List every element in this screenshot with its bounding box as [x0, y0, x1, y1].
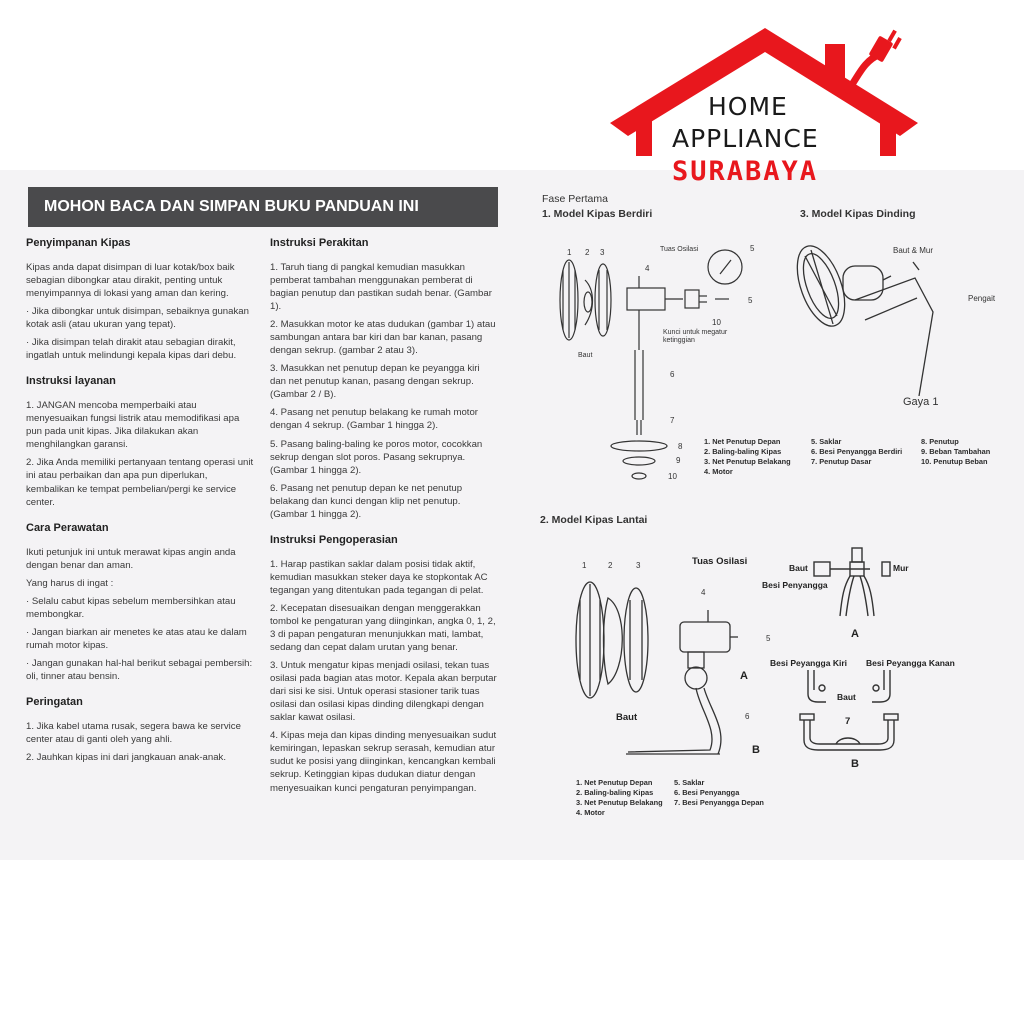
paragraph: 1. Jika kabel utama rusak, segera bawa ke service center atau di ganti oleh yang ahli. [26, 720, 241, 745]
wall-fan-diagram [795, 236, 1005, 396]
legend-item: 1. Net Penutup Depan [704, 437, 781, 446]
manual-title-banner: MOHON BACA DAN SIMPAN BUKU PANDUAN INI [28, 187, 498, 227]
besi-kiri-label: Besi Peyangga Kiri [770, 658, 848, 668]
heading-perawatan: Cara Perawatan [26, 521, 109, 534]
baut-label: Baut [789, 563, 808, 573]
paragraph: 1. Taruh tiang di pangkal kemudian masukkan pemberat tambahan menggunakan pemberat di bagian penutup dan pastikan sudah benar. (Gambar 1). [270, 261, 492, 313]
legend-item: 3. Net Penutup Belakang [704, 457, 791, 467]
label-5: 5 [750, 244, 755, 253]
label-3: 3 [600, 248, 605, 257]
paragraph: 4. Pasang net penutup belakang ke rumah motor dengan 4 sekrup. (Gambar 1 hingga 2). [270, 407, 479, 432]
legend-item: 7. Penutup Dasar [811, 457, 872, 467]
label-10b: 10 [668, 472, 677, 481]
logo-line-home: HOME [708, 92, 788, 121]
label-a: A [851, 628, 859, 640]
legend-item: 6. Besi Penyangga Berdiri [811, 447, 903, 457]
column-left [26, 236, 254, 769]
legend-berdiri-col3 [921, 437, 990, 467]
label-b: B [851, 758, 859, 770]
paragraph: 1. JANGAN mencoba memperbaiki atau menyesuaikan fungsi listrik atau memodifikasi apa pun pada unit kipas. Jika dilakukan akan menghilangkan garansi. [26, 400, 240, 451]
legend-item: 5. Saklar [674, 778, 705, 787]
label-8: 8 [678, 442, 683, 451]
legend-item: 7. Besi Penyangga Depan [674, 798, 764, 808]
legend-item: 3. Net Penutup Belakang [576, 798, 663, 808]
paragraph: · Jika disimpan telah dirakit atau sebagian dirakit, ingatlah untuk melindungi kepala kipas dari debu. [26, 337, 237, 362]
legend-item: 1. Net Penutup Depan [576, 778, 653, 787]
logo-line-city: SURABAYA [672, 156, 819, 187]
paragraph: · Jika dibongkar untuk disimpan, sebaiknya gunakan kotak asli (atau ukuran yang tepat). [26, 306, 249, 331]
label-1: 1 [582, 561, 587, 570]
legend-lantai-col1 [576, 778, 663, 818]
legend-lantai-col2 [674, 778, 764, 808]
column-middle [270, 236, 498, 800]
paragraph: 5. Pasang baling-baling ke poros motor, cocokkan sekrup dengan slot poros. Pasang sekrupnya. (Gambar 1 hingga 2). [270, 438, 483, 476]
paragraph: 6. Pasang net penutup depan ke net penutup belakang dan kunci dengan klip net penutup. (Gambar 1 hingga 2). [270, 482, 463, 520]
label-a: A [740, 670, 748, 682]
legend-item: 9. Beban Tambahan [921, 447, 991, 457]
label-6: 6 [745, 712, 750, 721]
label-5b: 5 [748, 296, 753, 305]
legend-item: 6. Besi Penyangga [674, 788, 740, 798]
legend-item: 10. Penutup Beban [921, 457, 988, 467]
label-4: 4 [701, 588, 706, 597]
paragraph: Yang harus di ingat : [26, 577, 114, 589]
paragraph: 2. Jika Anda memiliki pertanyaan tentang operasi unit ini atau perbaikan dan apa pun diperlukan, kembalikan ke tempat pembelian/pergi ke service center. [26, 457, 254, 508]
label-10: 10 [712, 318, 721, 327]
model-berdiri-heading: 1. Model Kipas Berdiri [542, 208, 653, 220]
legend-berdiri-col1 [704, 437, 791, 477]
paragraph: 4. Kipas meja dan kipas dinding menyesuaikan sudut kemiringan, lepaskan sekrup serasah, kemudian atur sudut ke posisi yang diinginkan, kencangkan kembali sekrup. Ketinggian kipas dudukan diatur dengan menyesuaikan kunci pengaturan penyimpangan. [270, 730, 497, 794]
tuas-osilasi-label: Tuas Osilasi [692, 556, 748, 567]
paragraph: 3. Masukkan net penutup depan ke peyangga kiri dan net penutup kanan, pasang dengan sekrup. (Gambar 2 / B). [270, 363, 480, 401]
besi-penyangga-label: Besi Penyangga [762, 580, 828, 590]
besi-kanan-label: Besi Peyangga Kanan [866, 658, 955, 668]
label-7: 7 [670, 416, 675, 425]
gaya-label: Gaya 1 [903, 396, 939, 408]
legend-item: 4. Motor [704, 467, 733, 477]
label-1: 1 [567, 248, 572, 257]
pengait-label: Pengait [968, 294, 996, 303]
heading-peringatan: Peringatan [26, 695, 83, 708]
baut-label: Baut [578, 352, 593, 359]
fase-label: Fase Pertama [542, 193, 608, 205]
model-dinding-heading: 3. Model Kipas Dinding [800, 208, 916, 220]
heading-penyimpanan: Penyimpanan Kipas [26, 237, 131, 249]
legend-item: 4. Motor [576, 808, 605, 818]
legend-item: 2. Baling-baling Kipas [704, 447, 782, 457]
kunci-label: Kunci untuk megatur ketinggian [663, 329, 728, 344]
legend-item: 2. Baling-baling Kipas [576, 788, 654, 798]
legend-berdiri-col2 [811, 437, 902, 467]
label-9: 9 [676, 456, 681, 465]
support-assembly-b-diagram [796, 660, 906, 760]
heading-layanan: Instruksi layanan [26, 375, 116, 388]
baut-mur-label: Baut & Mur [893, 246, 934, 255]
paragraph: Ikuti petunjuk ini untuk merawat kipas angin anda dengan benar dan aman. [26, 546, 236, 571]
legend-item: 5. Saklar [811, 437, 842, 446]
paragraph: 2. Jauhkan kipas ini dari jangkauan anak-anak. [26, 752, 227, 764]
mur-label: Mur [893, 563, 909, 573]
paragraph: 2. Kecepatan disesuaikan dengan menggerakkan tombol ke pengaturan yang diinginkan, angka 0, 1, 2, 3 di papan pengaturan menunjukkan mati, lambat, sedang dan cepat dalam urutan yang benar. [270, 602, 496, 654]
paragraph: 1. Harap pastikan saklar dalam posisi tidak aktif, kemudian masukkan steker daya ke stopkontak AC tegangan yang ditentukan pada tegangan di pelat. [270, 558, 488, 596]
model-lantai-heading: 2. Model Kipas Lantai [540, 514, 648, 526]
label-4: 4 [645, 264, 650, 273]
label-6: 6 [670, 370, 675, 379]
label-b: B [752, 744, 760, 756]
baut-label: Baut [837, 692, 856, 702]
tuas-osilasi-label: Tuas Osilasi [660, 246, 699, 253]
baut-label: Baut [616, 712, 638, 723]
heading-perakitan: Instruksi Perakitan [270, 237, 369, 249]
paragraph: · Selalu cabut kipas sebelum membersihkan atau membongkar. [26, 595, 236, 620]
label-2: 2 [585, 248, 590, 257]
paragraph: Kipas anda dapat disimpan di luar kotak/box baik sebagian dibongkar atau dirakit, penting untuk menyimpannya di lokasi yang aman dan kering. [26, 261, 235, 300]
label-2: 2 [608, 561, 613, 570]
paragraph: 3. Untuk mengatur kipas menjadi osilasi, tekan tuas osilasi pada bagian atas motor. Kepala akan berputar dari sisi ke sisi. Untuk operasi stasioner tarik tuas osilasi dan osilasi kipas dinding dilengkapi dengan saklar kawat osilasi. [270, 660, 497, 724]
store-logo [600, 18, 930, 198]
label-7: 7 [845, 716, 851, 727]
heading-pengoperasian: Instruksi Pengoperasian [270, 533, 398, 546]
paragraph: · Jangan gunakan hal-hal berikut sebagai pembersih: oli, tinner atau bensin. [26, 657, 253, 682]
label-3: 3 [636, 561, 641, 570]
legend-item: 8. Penutup [921, 437, 959, 446]
floor-fan-diagram [568, 560, 778, 770]
paragraph: · Jangan biarkan air menetes ke atas atau ke dalam rumah motor kipas. [26, 626, 247, 651]
paragraph: 2. Masukkan motor ke atas dudukan (gambar 1) atau sambungan antara bar kiri dan bar kanan, pasang dengan sekrup. (gambar 2 atau 3). [270, 319, 496, 357]
logo-line-appliance: APPLIANCE [672, 124, 819, 153]
label-5: 5 [766, 634, 771, 643]
